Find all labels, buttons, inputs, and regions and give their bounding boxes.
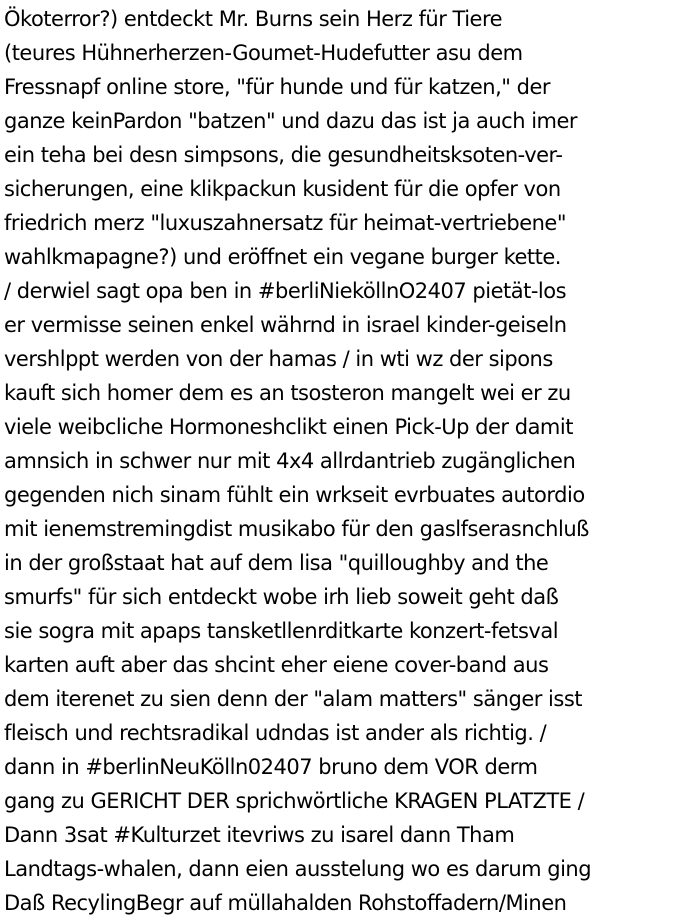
text-line: er vermisse seinen enkel währnd in israel kinder-geiseln [4, 313, 567, 337]
text-line: amnsich in schwer nur mit 4x4 allrdantrieb zugänglichen [4, 449, 576, 473]
text-line: smurfs" für sich entdeckt wobe irh lieb soweit geht daß [4, 585, 559, 609]
text-line: fleisch und rechtsradikal udndas ist ander als richtig. / [4, 721, 547, 745]
text-line: kauft sich homer dem es an tsosteron mangelt wei er zu [4, 381, 571, 405]
text-line: friedrich merz "luxuszahnersatz für heimat-vertriebene" [4, 211, 566, 235]
text-line: / derwiel sagt opa ben in #berliNieköllnO2407 pietät-los [4, 279, 567, 303]
text-line: sie sogra mit apaps tansketllenrditkarte konzert-fetsval [4, 619, 559, 643]
text-line: gang zu GERICHT DER sprichwörtliche KRAGEN PLATZTE / [4, 789, 585, 813]
text-line: ganze keinPardon "batzen" und dazu das ist ja auch imer [4, 109, 578, 133]
text-line: Landtags-whalen, dann eien ausstelung wo es darum ging [4, 857, 592, 881]
text-line: Daß RecylingBegr auf müllahalden Rohstoffadern/Minen [4, 891, 567, 915]
text-line: Ökoterror?) entdeckt Mr. Burns sein Herz für Tiere [4, 7, 503, 31]
text-line: vershlppt werden von der hamas / in wti wz der sipons [4, 347, 553, 371]
text-line: karten auft aber das shcint eher eiene cover-band aus [4, 653, 549, 677]
text-line: gegenden nich sinam fühlt ein wrkseit evrbuates autordio [4, 483, 585, 507]
text-line: viele weibcliche Hormoneshclikt einen Pick-Up der damit [4, 415, 573, 439]
text-line: mit ienemstremingdist musikabo für den gaslfserasnchluß [4, 517, 589, 541]
text-line: dann in #berlinNeuKölln02407 bruno dem VOR derm [4, 755, 538, 779]
text-line: Dann 3sat #Kulturzet itevriws zu isarel dann Tham [4, 823, 515, 847]
text-line: ein teha bei desn simpsons, die gesundheitsksoten-ver- [4, 143, 563, 167]
text-line: in der großstaat hat auf dem lisa "quilloughby and the [4, 551, 549, 575]
text-line: dem iterenet zu sien denn der "alam matters" sänger isst [4, 687, 583, 711]
text-line: Fressnapf online store, "für hunde und für katzen," der [4, 75, 551, 99]
text-line: sicherungen, eine klikpackun kusident für die opfer von [4, 177, 561, 201]
text-line: (teures Hühnerherzen-Goumet-Hudefutter asu dem [4, 41, 523, 65]
text-line: wahlkmapagne?) und eröffnet ein vegane burger kette. [4, 245, 561, 269]
